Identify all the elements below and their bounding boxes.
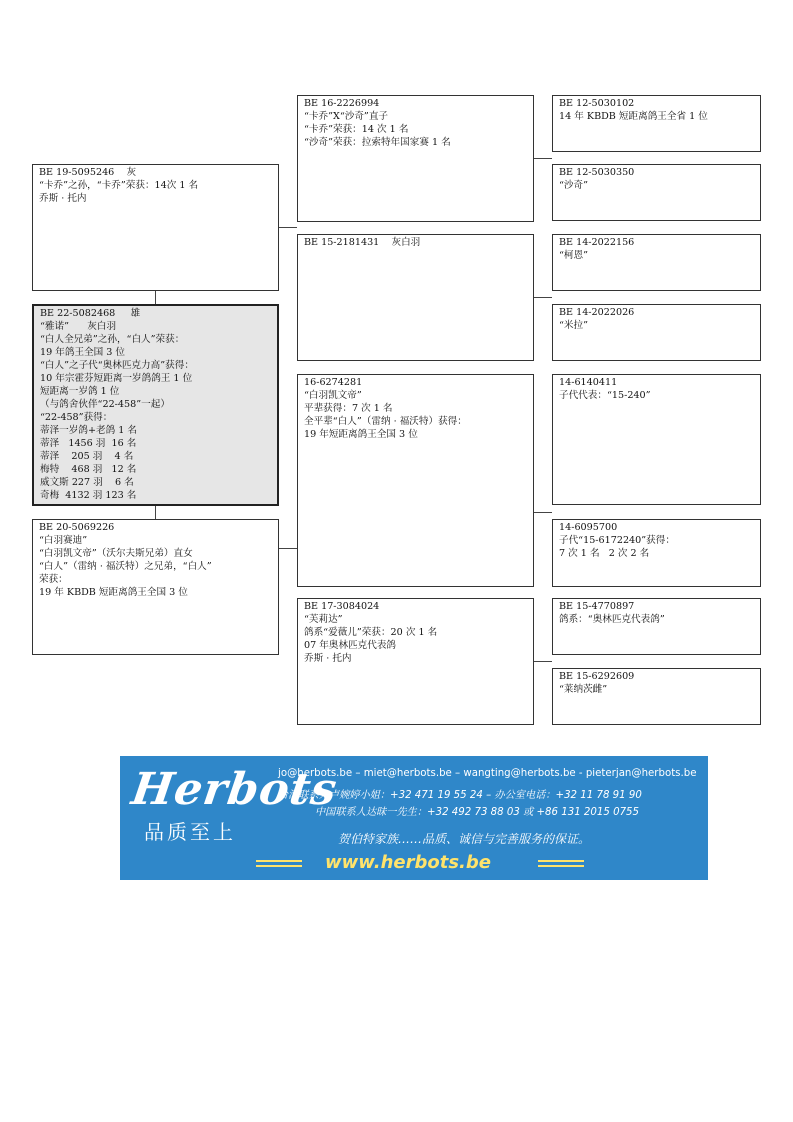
- dam-sire-line: 16-6274281: [304, 377, 363, 388]
- subject-line: “白人”之子代“奥林匹克力高”获得：: [40, 360, 194, 371]
- dam-sire-line: 全平辈“白人”（雷纳 · 福沃特）获得：: [304, 416, 467, 427]
- sire-dam-box: [297, 234, 534, 361]
- sire-box: [32, 164, 279, 291]
- dds-line: 鸽系：“奥林匹克代表鸽”: [559, 614, 665, 625]
- connector-line: [279, 227, 297, 228]
- dam-line: “白羽赛迪”: [39, 535, 88, 546]
- dam-sire-box: [297, 374, 534, 587]
- dsd-line: 14-6095700: [559, 522, 618, 533]
- ssd-line: “沙奇”: [559, 180, 588, 191]
- decorative-rule: [256, 860, 302, 867]
- banner-tagline: 品质至上: [144, 820, 236, 844]
- subject-line: （与鸽舍伙伴“22-458”一起）: [40, 399, 170, 410]
- banner-china-contact: 中国联系人达昧一先生：+32 492 73 88 03 或 +86 131 2015 0755: [315, 807, 640, 818]
- sire-dam-line: BE 15-2181431 灰白羽: [304, 237, 421, 248]
- subject-line: 蒂泽一岁鸽+老鸽 1 名: [40, 425, 137, 436]
- banner-slogan: 贺伯特家族……品质、诚信与完善服务的保证。: [338, 832, 591, 846]
- connector-line: [155, 291, 156, 304]
- dam-sire-line: 19 年短距离鸽王全国 3 位: [304, 429, 418, 440]
- dsd-box: [552, 519, 761, 587]
- dam-dam-line: BE 17-3084024: [304, 601, 380, 612]
- dsd-line: 7 次 1 名 2 次 2 名: [559, 548, 650, 559]
- banner-emails: jo@herbots.be – miet@herbots.be – wangting@herbots.be - pieterjan@herbots.be: [278, 768, 697, 779]
- connector-line: [534, 297, 552, 298]
- subject-line: 蒂泽 1456 羽 16 名: [40, 438, 137, 449]
- sire-line: 乔斯 · 托内: [39, 193, 87, 204]
- dds-box: [552, 598, 761, 655]
- dds-line: BE 15-4770897: [559, 601, 635, 612]
- subject-line: 19 年鸽王全国 3 位: [40, 347, 126, 358]
- sss-box: [552, 95, 761, 152]
- dam-line: 荣获：: [39, 574, 68, 585]
- dam-sire-line: 平辈获得：7 次 1 名: [304, 403, 393, 414]
- sds-box: [552, 234, 761, 291]
- dam-dam-line: 鸽系“爱薇儿”荣获：20 次 1 名: [304, 627, 438, 638]
- sire-sire-line: BE 16-2226994: [304, 98, 380, 109]
- dam-line: BE 20-5069226: [39, 522, 115, 533]
- subject-line: “雅诺” 灰白羽: [40, 321, 117, 332]
- sire-sire-line: “卡乔”荣获：14 次 1 名: [304, 124, 409, 135]
- dam-dam-line: 乔斯 · 托内: [304, 653, 352, 664]
- connector-line: [534, 512, 552, 513]
- herbots-logo: Herbots: [128, 764, 341, 815]
- dam-line: 19 年 KBDB 短距离鸽王全国 3 位: [39, 587, 188, 598]
- connector-line: [534, 158, 552, 159]
- herbots-banner: [120, 756, 708, 880]
- subject-line: 威文斯 227 羽 6 名: [40, 477, 134, 488]
- sire-sire-box: [297, 95, 534, 222]
- subject-line: “白人全兄弟”之孙，“白人”荣获：: [40, 334, 185, 345]
- dss-box: [552, 374, 761, 505]
- sds-line: BE 14-2022156: [559, 237, 635, 248]
- sire-line: “卡乔”之孙，“卡乔”荣获：14次 1 名: [39, 180, 199, 191]
- subject-line: 蒂泽 205 羽 4 名: [40, 451, 134, 462]
- dam-box: [32, 519, 279, 655]
- subject-box: [32, 304, 279, 506]
- connector-line: [155, 506, 156, 519]
- dam-line: “白人”（雷纳 · 福沃特）之兄弟，“白人”: [39, 561, 212, 572]
- dam-dam-line: 07 年奥林匹克代表鸽: [304, 640, 397, 651]
- connector-line: [534, 661, 552, 662]
- dam-sire-line: “白羽凯文帝”: [304, 390, 362, 401]
- dam-dam-box: [297, 598, 534, 725]
- subject-line: 奇梅 4132 羽 123 名: [40, 490, 137, 501]
- subject-line: 10 年宗霍芬短距离一岁鸽鸽王 1 位: [40, 373, 193, 384]
- ddd-box: [552, 668, 761, 725]
- connector-line: [279, 548, 297, 549]
- ddd-line: “莱纳茨雌”: [559, 684, 608, 695]
- sire-line: BE 19-5095246 灰: [39, 167, 137, 178]
- ddd-line: BE 15-6292609: [559, 671, 635, 682]
- sire-sire-line: “沙奇”荣获：拉索特年国家赛 1 名: [304, 137, 451, 148]
- banner-taiwan-contact: 台湾联系人卢婉婷小姐：+32 471 19 55 24 – 办公室电话：+32 11 78 91 90: [278, 790, 642, 801]
- ssd-box: [552, 164, 761, 221]
- sss-line: 14 年 KBDB 短距离鸽王全省 1 位: [559, 111, 708, 122]
- dam-line: “白羽凯文帝”（沃尔夫斯兄弟）直女: [39, 548, 193, 559]
- sdd-line: “米拉”: [559, 320, 588, 331]
- sdd-box: [552, 304, 761, 361]
- subject-line: BE 22-5082468 雄: [40, 308, 141, 319]
- sds-line: “柯恩”: [559, 250, 588, 261]
- dam-dam-line: “芙莉达”: [304, 614, 343, 625]
- subject-line: “22-458”获得：: [40, 412, 113, 423]
- subject-line: 梅特 468 羽 12 名: [40, 464, 137, 475]
- ssd-line: BE 12-5030350: [559, 167, 635, 178]
- sire-sire-line: “卡乔”X“沙奇”直子: [304, 111, 389, 122]
- subject-line: 短距离一岁鸽 1 位: [40, 386, 120, 397]
- decorative-rule: [538, 860, 584, 867]
- dsd-line: 子代“15-6172240”获得：: [559, 535, 675, 546]
- dss-line: 子代代表：“15-240”: [559, 390, 651, 401]
- website-link[interactable]: www.herbots.be: [325, 852, 491, 873]
- dss-line: 14-6140411: [559, 377, 618, 388]
- sdd-line: BE 14-2022026: [559, 307, 635, 318]
- sss-line: BE 12-5030102: [559, 98, 635, 109]
